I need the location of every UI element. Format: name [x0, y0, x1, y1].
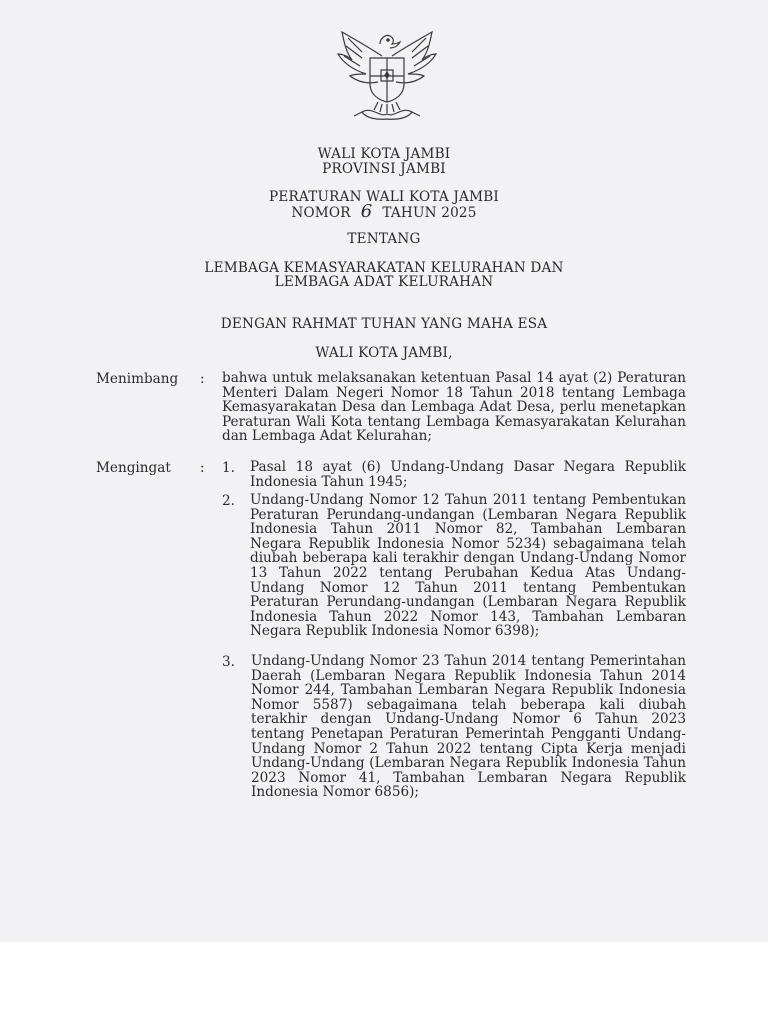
list-item-number: 1.: [222, 460, 235, 476]
regulation-number-line: [0, 201, 768, 222]
regulation-year: TAHUN 2025: [382, 205, 477, 221]
menimbang-colon: :: [200, 371, 205, 387]
list-item-number: 3.: [222, 654, 235, 670]
subject-line2: LEMBAGA ADAT KELURAHAN: [274, 274, 494, 290]
issuer-heading: WALI KOTA JAMBI,: [315, 345, 453, 361]
list-item: Undang-Undang Nomor 23 Tahun 2014 tentang Pemerintahan Daerah (Lembaran Negara Republik Indonesia Tahun 2014 Nomor 244, Tambahan Lembaran Negara Republik Indonesia Nomor 5587) sebagaimana telah beberapa kali diubah terakhir dengan Undang-Undang Nomor 6 Tahun 2023 tentang Penetapan Peraturan Pemerintah Pengganti Undang-Undang Nomor 2 Tahun 2022 tentang Cipta Kerja menjadi Undang-Undang (Lembaran Negara Republik Indonesia Tahun 2023 Nomor 41, Tambahan Lembaran Negara Republik Indonesia Nomor 6856);: [251, 653, 686, 801]
list-item: Undang-Undang Nomor 12 Tahun 2011 tentang Pembentukan Peraturan Perundang-undangan (Lembaran Negara Republik Indonesia Tahun 2011 Nomor 82, Tambahan Lembaran Negara Republik Indonesia Nomor 5234) sebagaimana telah diubah beberapa kali terakhir dengan Undang-Undang Nomor 13 Tahun 2022 tentang Perubahan Kedua Atas Undang-Undang Nomor 12 Tahun 2011 tentang Pembentukan Peraturan Perundang-undangan (Lembaran Negara Republik Indonesia Tahun 2022 Nomor 143, Tambahan Lembaran Negara Republik Indonesia Nomor 6398);: [250, 492, 686, 640]
regulation-number-prefix: NOMOR: [291, 205, 351, 221]
org-name-line2: PROVINSI JAMBI: [322, 161, 446, 177]
mengingat-colon: :: [200, 460, 205, 476]
regulation-title: PERATURAN WALI KOTA JAMBI: [269, 189, 499, 205]
regulation-number-handwritten: 6: [360, 201, 373, 222]
menimbang-text: bahwa untuk melaksanakan ketentuan Pasal 14 ayat (2) Peraturan Menteri Dalam Negeri Nomor 18 Tahun 2018 tentang Lembaga Kemasyarakatan Desa dan Lembaga Adat Desa, perlu menetapkan Peraturan Wali Kota tentang Lembaga Kemasyarakatan Kelurahan dan Lembaga Adat Kelurahan;: [222, 370, 686, 445]
list-item-number: 2.: [222, 493, 235, 509]
menimbang-label: Menimbang: [96, 371, 179, 387]
list-item: Pasal 18 ayat (6) Undang-Undang Dasar Negara Republik Indonesia Tahun 1945;: [250, 459, 686, 490]
org-name-line1: WALI KOTA JAMBI: [317, 146, 451, 162]
subject-line1: LEMBAGA KEMASYARAKATAN KELURAHAN DAN: [204, 260, 564, 276]
garuda-emblem-icon: [332, 26, 442, 124]
about-heading: TENTANG: [347, 231, 421, 247]
blessing-heading: DENGAN RAHMAT TUHAN YANG MAHA ESA: [220, 316, 548, 332]
mengingat-label: Mengingat: [96, 460, 171, 476]
